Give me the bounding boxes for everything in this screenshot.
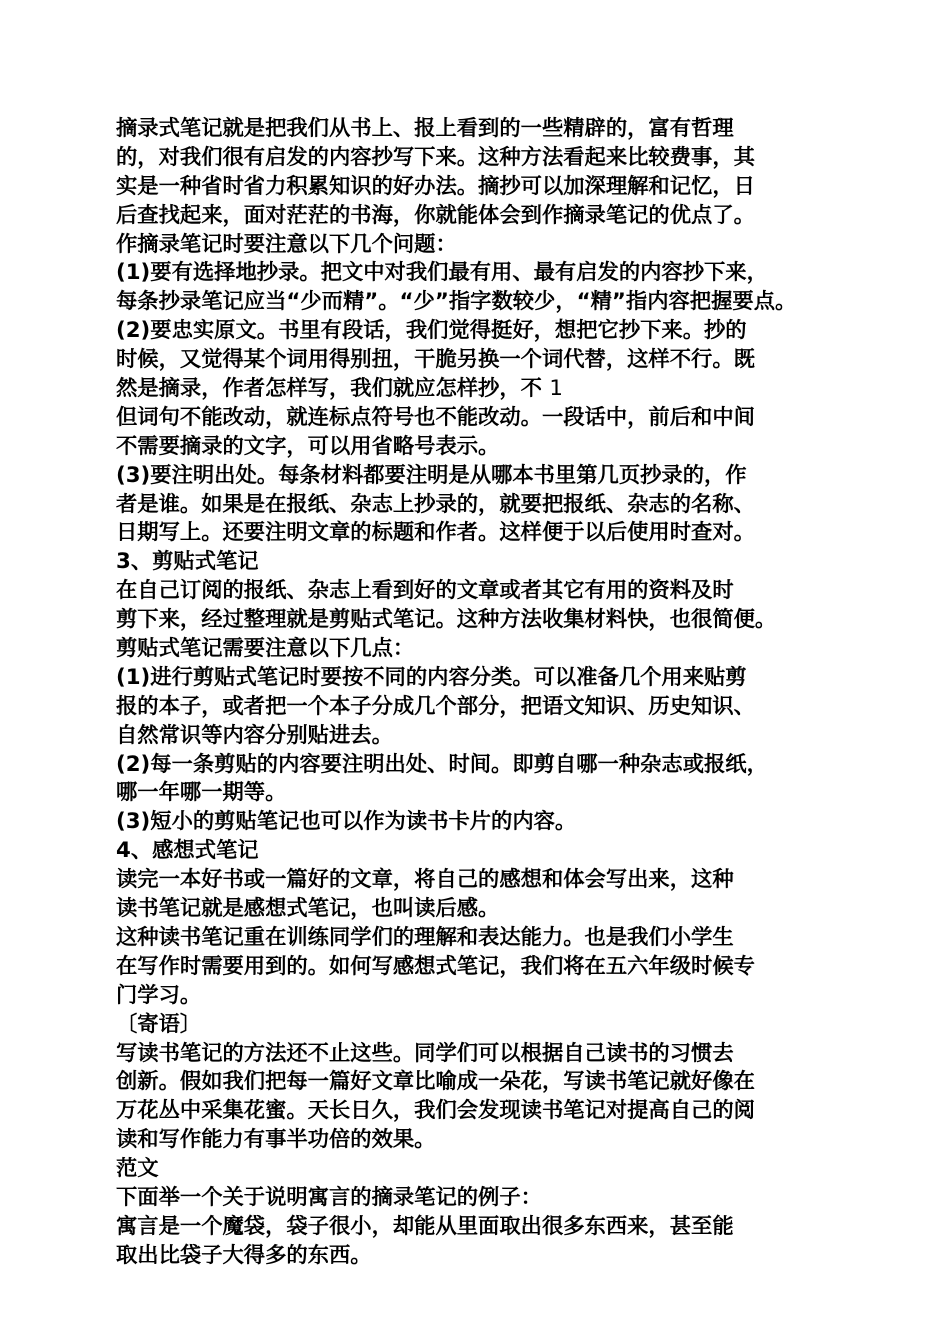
text-line: (2)要忠实原文。书里有段话，我们觉得挺好，想把它抄下来。抄的 [116, 318, 747, 344]
text-line-with-page-number [116, 375, 840, 404]
text-line: 作摘录笔记时要注意以下几个问题： [116, 231, 457, 257]
text-line: (1)进行剪贴式笔记时要按不同的内容分类。可以准备几个用来贴剪 [116, 664, 747, 690]
text-line: 在写作时需要用到的。如何写感想式笔记，我们将在五六年级时候专 [116, 953, 755, 979]
text-line: 不需要摘录的文字，可以用省略号表示。 [116, 433, 500, 459]
text-line: 取出比袋子大得多的东西。 [116, 1242, 372, 1268]
text-line: 万花丛中采集花蜜。天长日久，我们会发现读书笔记对提高自己的阅 [116, 1098, 755, 1124]
text-line: (1)要有选择地抄录。把文中对我们最有用、最有启发的内容抄下来， [116, 260, 768, 286]
text-line: 摘录式笔记就是把我们从书上、报上看到的一些精辟的，富有哲理 [116, 116, 734, 141]
text-line: 读和写作能力有事半功倍的效果。 [116, 1127, 436, 1153]
body-text [116, 115, 840, 1271]
text-line: 剪下来，经过整理就是剪贴式笔记。这种方法收集材料快，也很简便。 [116, 607, 777, 633]
text-line: 自然常识等内容分别贴进去。 [116, 722, 393, 748]
text-line: 日期写上。还要注明文章的标题和作者。这样便于以后使用时查对。 [116, 520, 755, 546]
text-line: 每条抄录笔记应当“少而精”。“少”指字数较少，“精”指内容把握要点。 [116, 289, 797, 315]
text-line: 这种读书笔记重在训练同学们的理解和表达能力。也是我们小学生 [116, 924, 734, 950]
text-line: 哪一年哪一期等。 [116, 780, 287, 806]
section-heading: 〔寄语〕 [116, 1011, 202, 1037]
text-line: 但词句不能改动，就连标点符号也不能改动。一段话中，前后和中间 [116, 404, 755, 430]
text-line: 剪贴式笔记需要注意以下几点： [116, 636, 415, 662]
text-line: 创新。假如我们把每一篇好文章比喻成一朵花，写读书笔记就好像在 [116, 1069, 755, 1095]
text-line: 下面举一个关于说明寓言的摘录笔记的例子： [116, 1184, 542, 1210]
page-number: 1 [549, 376, 563, 402]
section-heading: 3、剪贴式笔记 [116, 549, 259, 575]
text-line: 然是摘录，作者怎样写，我们就应怎样抄，不 [116, 376, 542, 402]
section-heading: 范文 [116, 1156, 159, 1182]
text-line: (3)短小的剪贴笔记也可以作为读书卡片的内容。 [116, 809, 577, 835]
text-line: 读完一本好书或一篇好的文章，将自己的感想和体会写出来，这种 [116, 867, 734, 893]
text-line: 读书笔记就是感想式笔记，也叫读后感。 [116, 896, 500, 922]
text-line: 写读书笔记的方法还不止这些。同学们可以根据自己读书的习惯去 [116, 1040, 734, 1066]
text-line: (3)要注明出处。每条材料都要注明是从哪本书里第几页抄录的，作 [116, 462, 747, 488]
text-line: 实是一种省时省力积累知识的好办法。摘抄可以加深理解和记忆，日 [116, 173, 755, 199]
text-line: 在自己订阅的报纸、杂志上看到好的文章或者其它有用的资料及时 [116, 578, 734, 604]
text-line: 门学习。 [116, 982, 202, 1008]
text-line: 者是谁。如果是在报纸、杂志上抄录的，就要把报纸、杂志的名称、 [116, 491, 755, 517]
text-line: 的，对我们很有启发的内容抄写下来。这种方法看起来比较费事，其 [116, 144, 755, 170]
text-line: 时候，又觉得某个词用得别扭，干脆另换一个词代替，这样不行。既 [116, 347, 755, 373]
text-line: 后查找起来，面对茫茫的书海，你就能体会到作摘录笔记的优点了。 [116, 202, 755, 228]
text-line: 寓言是一个魔袋，袋子很小，却能从里面取出很多东西来，甚至能 [116, 1213, 734, 1239]
section-heading: 4、感想式笔记 [116, 838, 259, 864]
text-line: (2)每一条剪贴的内容要注明出处、时间。即剪自哪一种杂志或报纸， [116, 751, 768, 777]
text-line: 报的本子，或者把一个本子分成几个部分，把语文知识、历史知识、 [116, 693, 755, 719]
